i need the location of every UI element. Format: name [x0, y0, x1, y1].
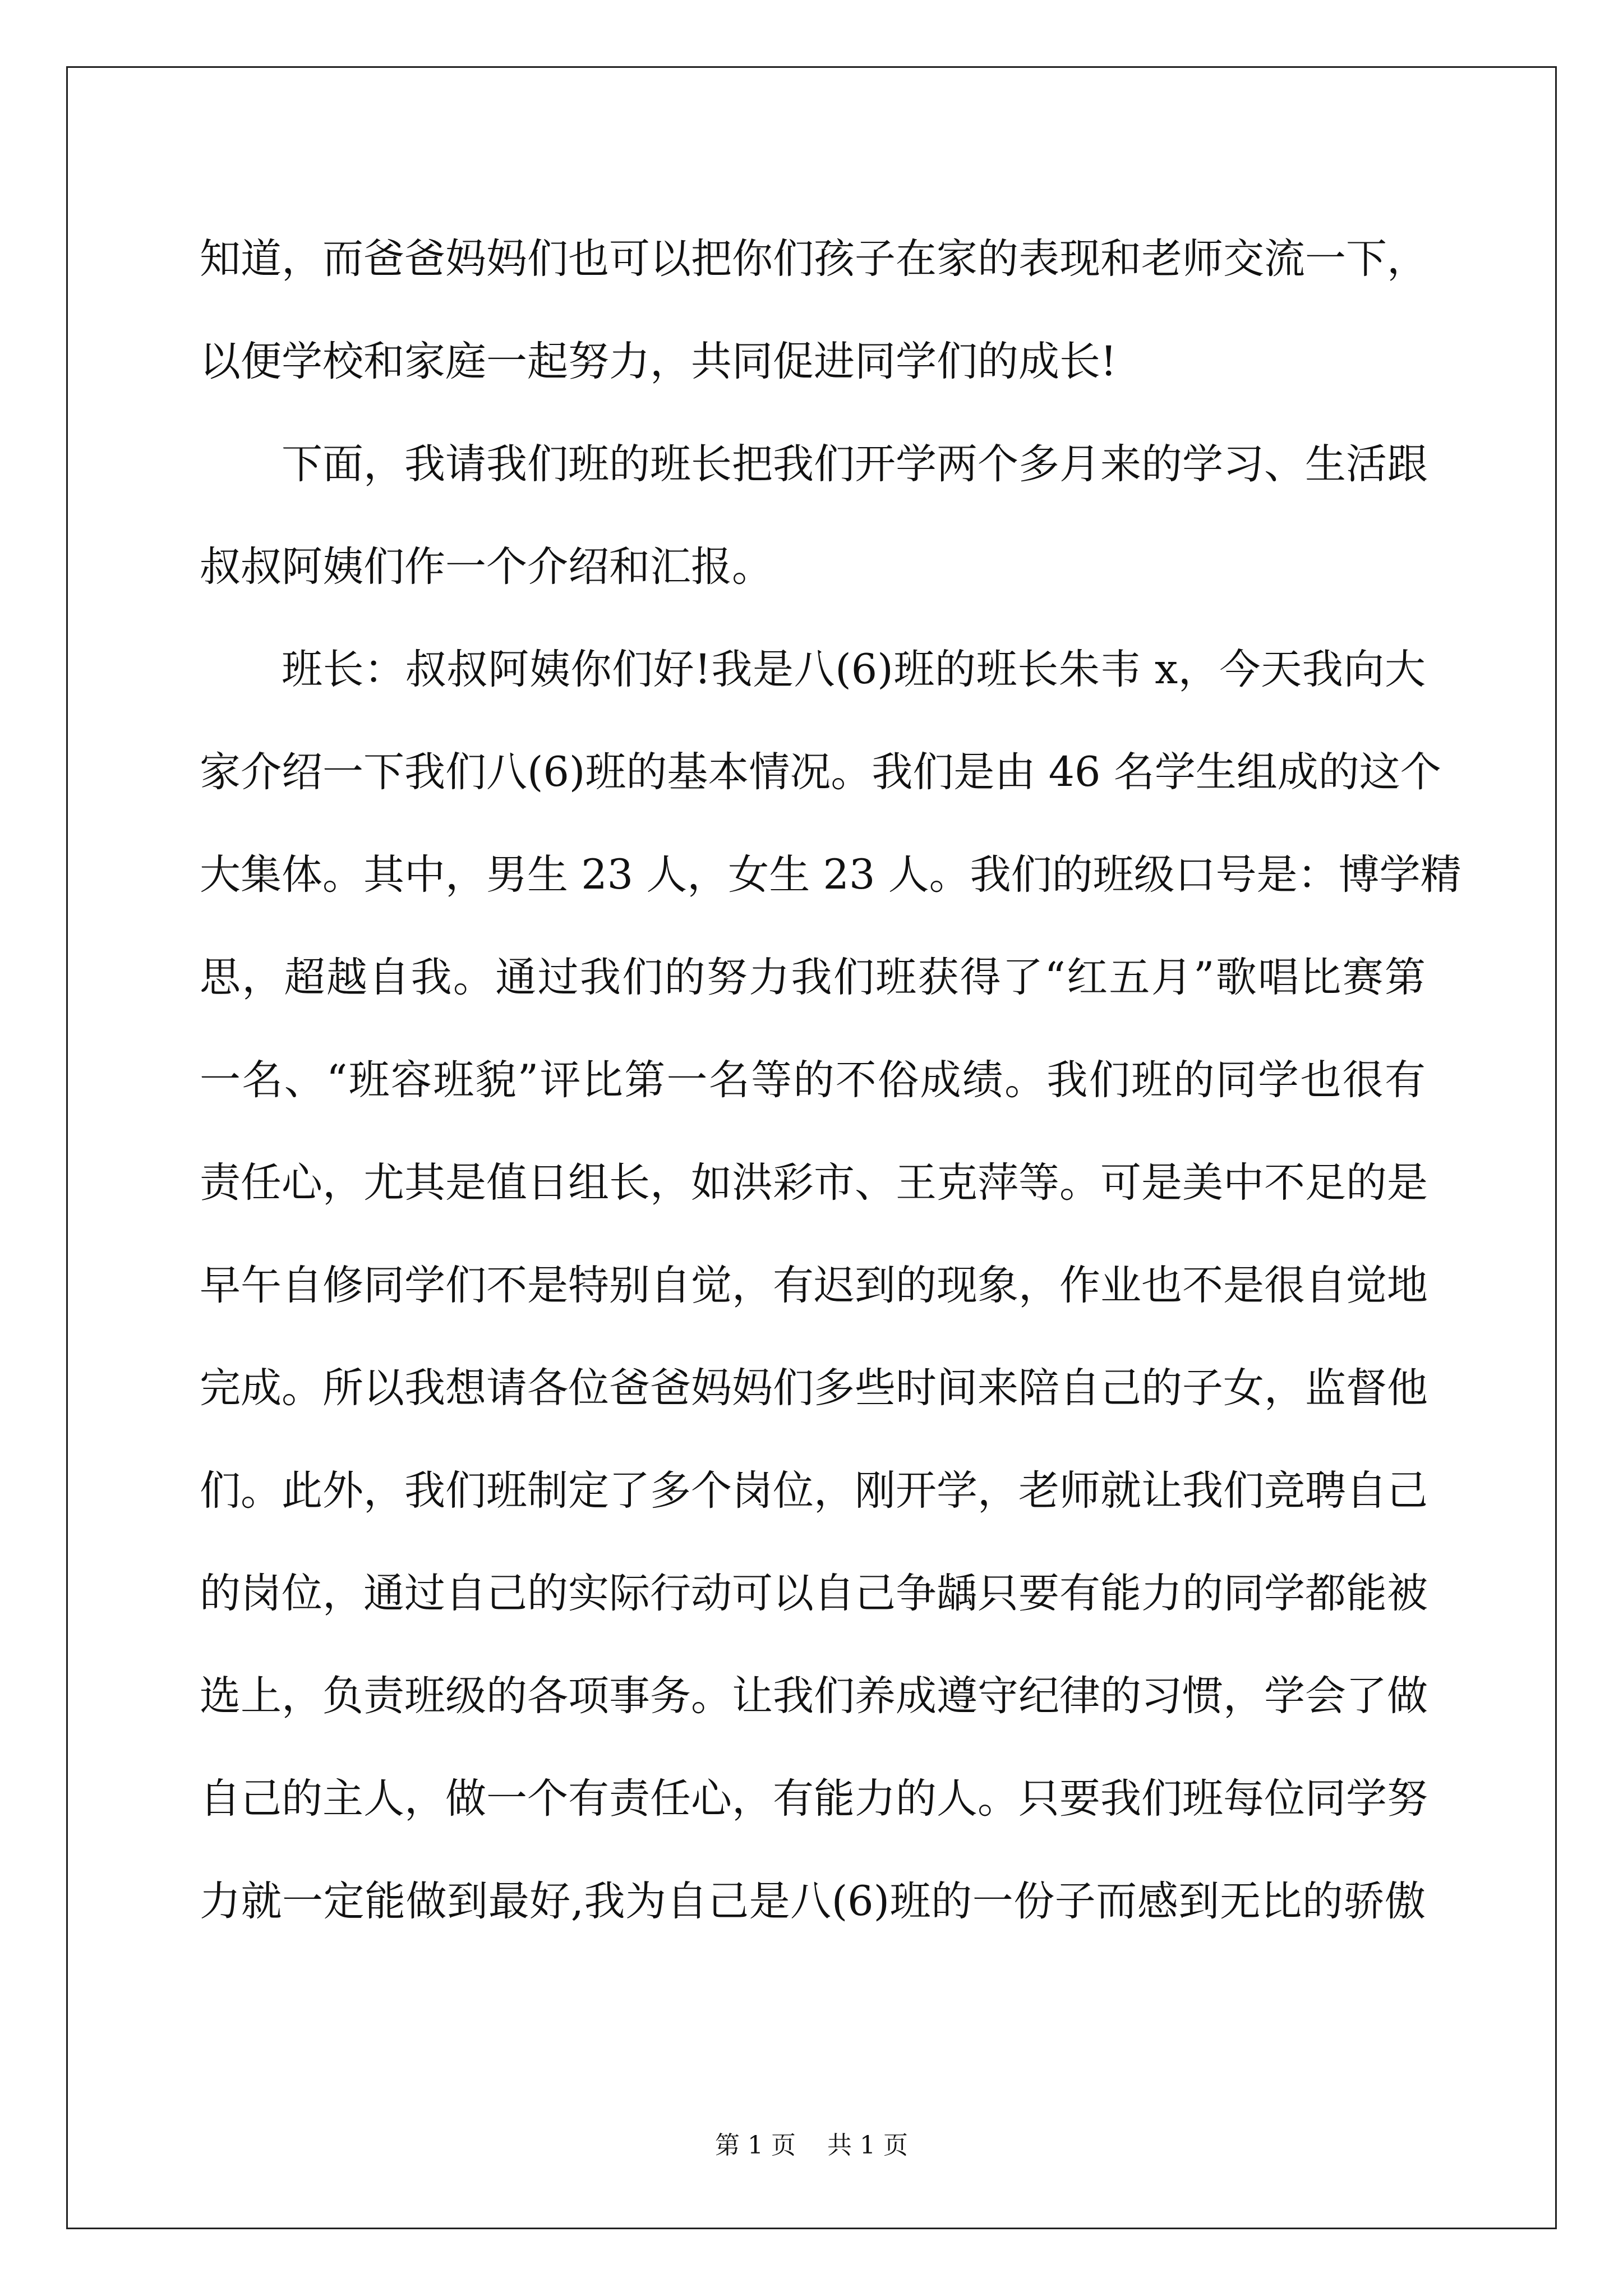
text-line: 一名、“班容班貌”评比第一名等的不俗成绩。我们班的同学也很有: [200, 1056, 1426, 1104]
text-line: 完成。所以我想请各位爸爸妈妈们多些时间来陪自己的子女，监督他: [200, 1364, 1428, 1412]
page-total: 共 1 页: [827, 2131, 908, 2160]
text-line: 下面，我请我们班的班长把我们开学两个多月来的学习、生活跟: [282, 440, 1428, 488]
text-line: 力就一定能做到最好,我为自己是八(6)班的一份子而感到无比的骄傲: [200, 1878, 1426, 1925]
text-line: 责任心，尤其是值日组长，如洪彩市、王克萍等。可是美中不足的是: [200, 1159, 1428, 1207]
text-line: 思，超越自我。通过我们的努力我们班获得了“红五月”歌唱比赛第: [200, 954, 1426, 1001]
page-number: 第 1 页: [715, 2131, 796, 2160]
text-line: 选上，负责班级的各项事务。让我们养成遵守纪律的习惯，学会了做: [200, 1672, 1428, 1720]
text-line: 早午自修同学们不是特别自觉，有迟到的现象，作业也不是很自觉地: [200, 1262, 1428, 1309]
text-line: 班长：叔叔阿姨你们好!我是八(6)班的班长朱韦 x，今天我向大: [282, 646, 1426, 693]
text-line: 叔叔阿姨们作一个介绍和汇报。: [200, 543, 773, 591]
document-body: [200, 208, 1461, 1953]
text-line: 的岗位，通过自己的实际行动可以自己争龋只要有能力的同学都能被: [200, 1570, 1428, 1617]
text-line: 家介绍一下我们八(6)班的基本情况。我们是由 46 名学生组成的这个: [200, 748, 1441, 796]
page-footer: [0, 2125, 1623, 2161]
text-line: 以便学校和家庭一起努力，共同促进同学们的成长!: [200, 338, 1117, 385]
text-line: 自己的主人，做一个有责任心，有能力的人。只要我们班每位同学努: [200, 1775, 1428, 1823]
text-line: 们。此外，我们班制定了多个岗位，刚开学，老师就让我们竞聘自己: [200, 1467, 1428, 1515]
text-line: 大集体。其中，男生 23 人，女生 23 人。我们的班级口号是：博学精: [200, 851, 1461, 899]
text-line: 知道，而爸爸妈妈们也可以把你们孩子在家的表现和老师交流一下，: [200, 235, 1428, 283]
